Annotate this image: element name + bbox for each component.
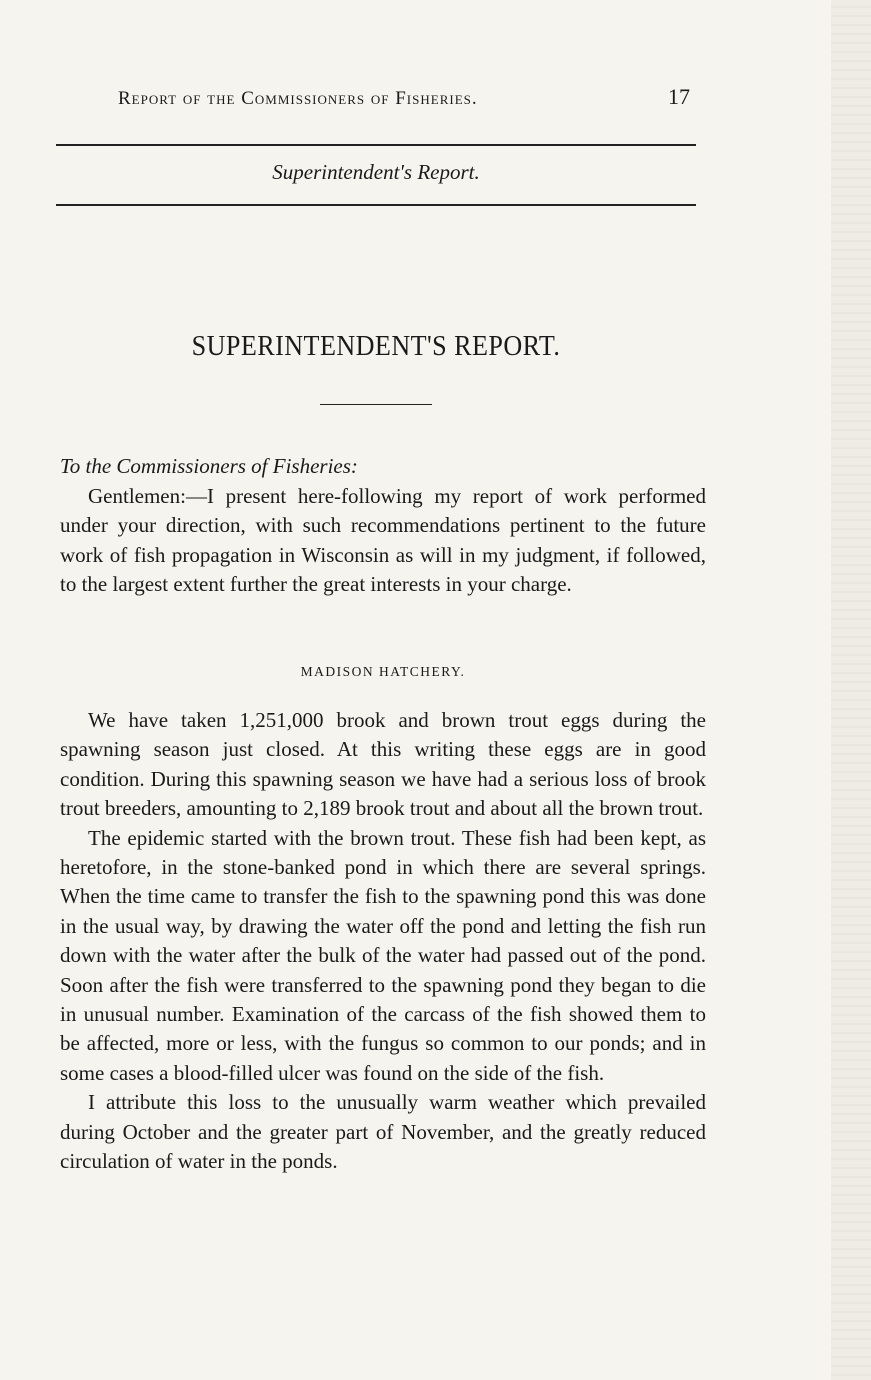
running-title: Report of the Commissioners of Fisheries. <box>118 88 478 109</box>
running-head <box>56 82 696 116</box>
intro-paragraph: Gentlemen:—I present here-following my report of work performed under your direction, with such recommendations pertinent to the future work of fish propagation in Wisconsin as will in my judgment, if followed, to the largest extent further the great interests in your charge. <box>60 484 706 597</box>
paragraph-eggs: We have taken 1,251,000 brook and brown trout eggs during the spawning season just closed. At this writing these eggs are in good condition. During this spawning season we have had a serious loss of brook trout breeders, amounting to 2,189 brook trout and about all the brown trout. <box>60 708 706 821</box>
section-heading: Superintendent's Report. <box>272 160 480 184</box>
paragraph-attribution: I attribute this loss to the unusually warm weather which prevailed during October and the greater part of November, and the greatly reduced circulation of water in the ponds. <box>60 1090 706 1174</box>
salutation: To the Commissioners of Fisheries: <box>60 454 358 478</box>
paragraph-epidemic: The epidemic started with the brown trout. These fish had been kept, as heretofore, in the stone-banked pond in which there are several springs. When the time came to transfer the fish to the spawning pond this was done in the usual way, by drawing the water off the pond and letting the fish run down with the water after the bulk of the water had passed out of the pond. Soon after the fish were transferred to the spawning pond they began to die in unusual number. Examination of the carcass of the fish showed them to be affected, more or less, with the fungus so common to our ponds; and in some cases a blood-filled ulcer was found on the side of the fish. <box>60 825 706 1085</box>
page-number: 17 <box>668 84 690 109</box>
intro-block <box>60 482 706 600</box>
title-divider <box>320 404 432 405</box>
report-title: SUPERINTENDENT'S REPORT. <box>191 330 561 362</box>
header-rule-top <box>56 144 696 146</box>
header-rule-bottom <box>56 204 696 206</box>
page-edge <box>831 0 871 1380</box>
subsection-heading: MADISON HATCHERY. <box>300 664 466 679</box>
hatchery-body <box>60 706 706 1177</box>
